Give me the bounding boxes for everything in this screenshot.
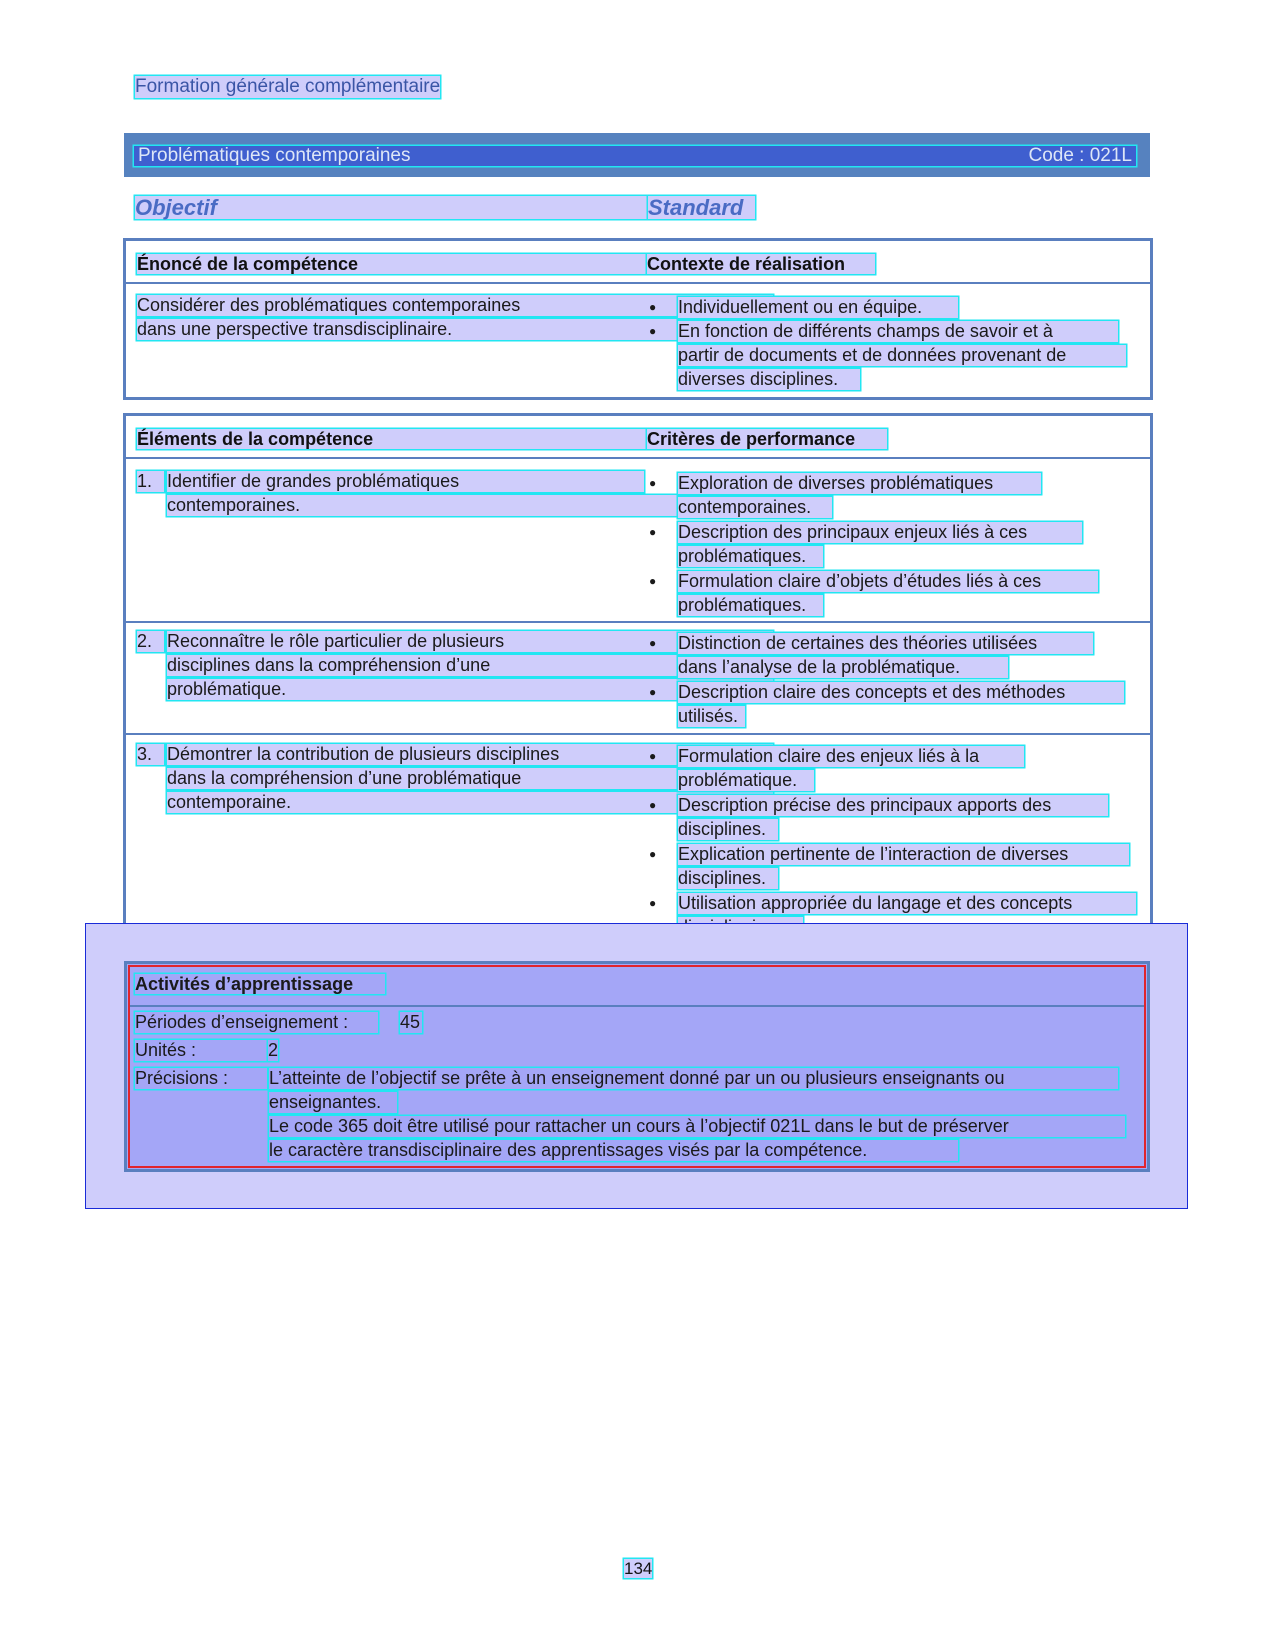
precisions-line: enseignantes. <box>269 1092 397 1113</box>
criterion-line: dans l’analyse de la problématique. <box>678 657 1008 678</box>
precisions-line: le caractère transdisciplinaire des apprentissages visés par la compétence. <box>269 1140 958 1161</box>
element-number: 3. <box>137 744 164 765</box>
course-title: Problématiques contemporaines <box>138 145 411 166</box>
criterion-line: Distinction de certaines des théories utilisées <box>678 633 1093 654</box>
element-line: Démontrer la contribution de plusieurs disciplines <box>167 744 773 765</box>
statement-line: dans une perspective transdisciplinaire. <box>137 319 773 340</box>
units-value: 2 <box>268 1040 279 1060</box>
bullet-icon: ● <box>649 300 657 314</box>
bullet-icon: ● <box>649 636 657 650</box>
precisions-line: Le code 365 doit être utilisé pour rattacher un cours à l’objectif 021L dans le but de préserver <box>269 1116 1125 1137</box>
elements-table-header <box>126 416 1150 459</box>
bullet-icon: ● <box>649 574 657 588</box>
periods-value: 45 <box>400 1012 421 1032</box>
context-item: Individuellement ou en équipe. <box>678 297 958 318</box>
standard-heading: Standard <box>648 196 755 219</box>
criterion-line: Description des principaux enjeux liés à ces <box>678 522 1082 543</box>
context-item: partir de documents et de données provenant de <box>678 345 1126 366</box>
course-code: Code : 021L <box>1028 145 1132 166</box>
context-header: Contexte de réalisation <box>647 254 875 274</box>
bullet-icon: ● <box>649 525 657 539</box>
selected-region-outline <box>128 965 1146 1168</box>
context-item: En fonction de différents champs de savoir et à <box>678 321 1118 342</box>
element-line: Identifier de grandes problématiques <box>167 471 644 492</box>
units-label: Unités : <box>135 1040 267 1061</box>
course-title-bar <box>134 146 1136 166</box>
section-heading: Formation générale complémentaire <box>135 76 441 97</box>
criterion-line: disciplines. <box>678 868 778 889</box>
activities-header: Activités d’apprentissage <box>135 974 385 994</box>
bullet-icon: ● <box>649 749 657 763</box>
element-line: contemporaines. <box>167 495 773 516</box>
element-line: Reconnaître le rôle particulier de plusieurs <box>167 631 773 652</box>
elements-criteria-table <box>123 413 1153 946</box>
bullet-icon: ● <box>649 847 657 861</box>
statement-header: Énoncé de la compétence <box>137 254 646 274</box>
periods-label: Périodes d’enseignement : <box>135 1012 378 1033</box>
bullet-icon: ● <box>649 476 657 490</box>
element-line: dans la compréhension d’une problématique <box>167 768 773 789</box>
criterion-line: problématique. <box>678 770 814 791</box>
criterion-line: Formulation claire des enjeux liés à la <box>678 746 1024 767</box>
bullet-icon: ● <box>649 896 657 910</box>
criterion-line: utilisés. <box>678 706 745 727</box>
precisions-label: Précisions : <box>135 1068 267 1089</box>
bullet-icon: ● <box>649 324 657 338</box>
row-separator <box>126 621 1150 623</box>
criterion-line: problématiques. <box>678 595 823 616</box>
element-line: disciplines dans la compréhension d’une <box>167 655 773 676</box>
activities-header-separator <box>130 1005 1144 1007</box>
criterion-line: disciplines. <box>678 819 778 840</box>
criterion-line: Formulation claire d’objets d’études liés à ces <box>678 571 1098 592</box>
element-line: contemporaine. <box>167 792 773 813</box>
element-line: problématique. <box>167 679 773 700</box>
criterion-line: contemporaines. <box>678 497 832 518</box>
precisions-line: L’atteinte de l’objectif se prête à un enseignement donné par un ou plusieurs enseignants ou <box>269 1068 1118 1089</box>
criteria-header: Critères de performance <box>647 429 887 449</box>
statement-line: Considérer des problématiques contemporaines <box>137 295 773 316</box>
competence-table-header <box>126 241 1150 284</box>
criterion-line: Explication pertinente de l’interaction de diverses <box>678 844 1129 865</box>
element-number: 2. <box>137 631 164 652</box>
context-item: diverses disciplines. <box>678 369 860 390</box>
element-number: 1. <box>137 471 164 492</box>
course-title-band <box>124 133 1150 177</box>
criterion-line: Utilisation appropriée du langage et des concepts <box>678 893 1136 914</box>
bullet-icon: ● <box>649 798 657 812</box>
objective-heading: Objectif <box>135 196 649 219</box>
page-number: 134 <box>624 1559 653 1578</box>
criterion-line: Exploration de diverses problématiques <box>678 473 1041 494</box>
elements-header: Éléments de la compétence <box>137 429 646 449</box>
bullet-icon: ● <box>649 685 657 699</box>
criterion-line: Description précise des principaux apports des <box>678 795 1108 816</box>
criterion-line: Description claire des concepts et des méthodes <box>678 682 1124 703</box>
competence-statement-table <box>123 238 1153 400</box>
row-separator <box>126 733 1150 735</box>
criterion-line: problématiques. <box>678 546 823 567</box>
